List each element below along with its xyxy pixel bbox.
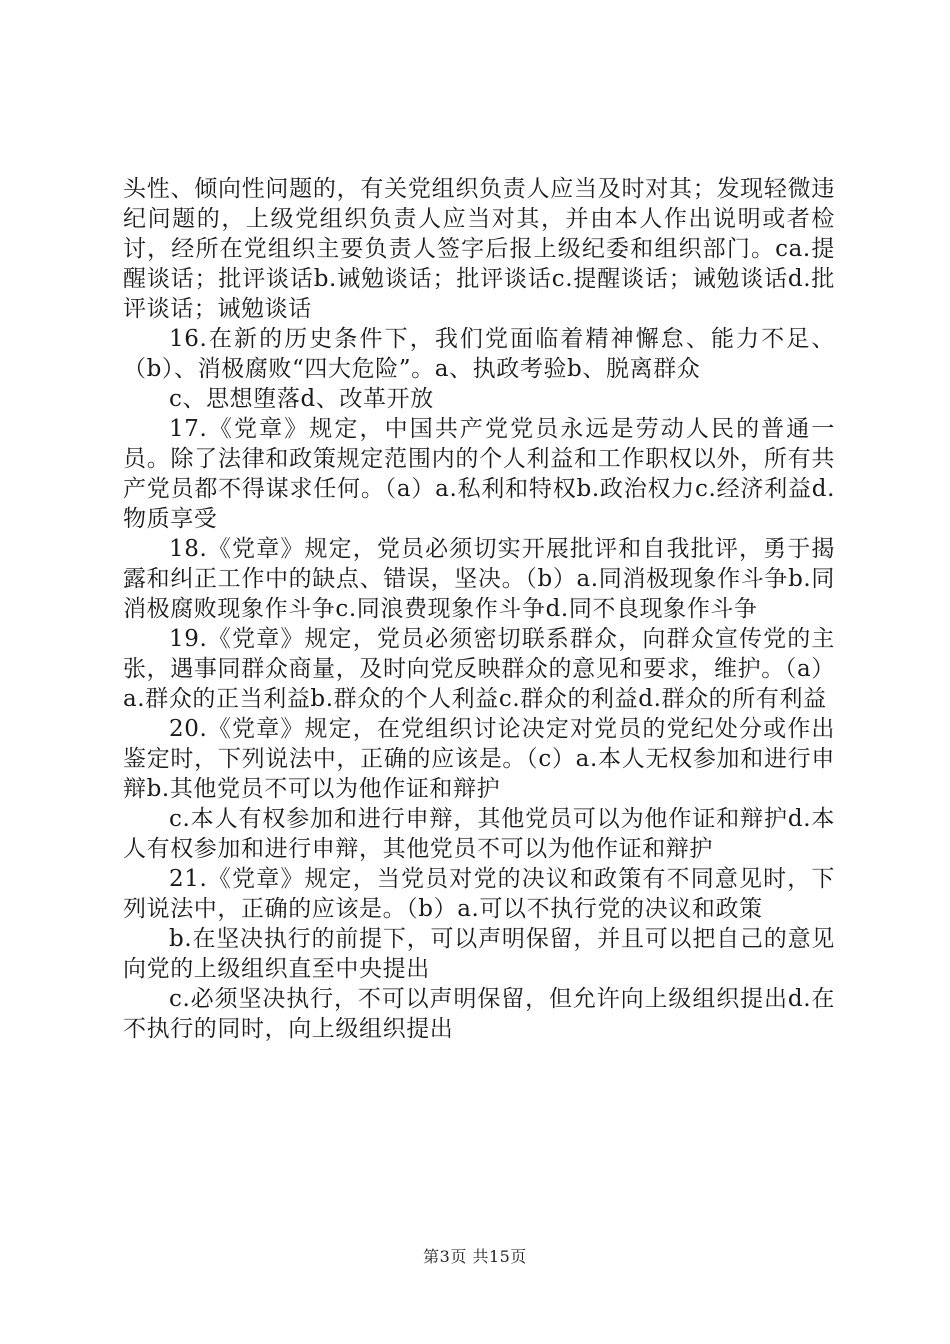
question-19: 19.《党章》规定，党员必须密切联系群众，向群众宣传党的主张，遇事同群众商量，及时向党反映群众的意见和要求，维护。（a）a.群众的正当利益b.群众的个人利益c.群众的利益d.群众的所有利益	[123, 626, 835, 712]
question-21-option-b: b.在坚决执行的前提下，可以声明保留，并且可以把自己的意见向党的上级组织直至中央提出	[123, 926, 835, 982]
question-20: 20.《党章》规定，在党组织讨论决定对党员的党纪处分或作出鉴定时，下列说法中，正确的应该是。（c）a.本人无权参加和进行申辩b.其他党员不可以为他作证和辩护	[123, 716, 835, 802]
question-18: 18.《党章》规定，党员必须切实开展批评和自我批评，勇于揭露和纠正工作中的缺点、错误，坚决。（b）a.同消极现象作斗争b.同消极腐败现象作斗争c.同浪费现象作斗争d.同不良现象作斗争	[123, 536, 835, 622]
question-16: 16.在新的历史条件下，我们党面临着精神懈怠、能力不足、（b）、消极腐败“四大危险”。a、执政考验b、脱离群众	[123, 326, 835, 382]
page-number-footer: 第3页 共15页	[423, 1247, 527, 1266]
question-20-options: c.本人有权参加和进行申辩，其他党员可以为他作证和辩护d.本人有权参加和进行申辩，其他党员不可以为他作证和辩护	[123, 806, 835, 862]
question-21-option-c: c.必须坚决执行，不可以声明保留，但允许向上级组织提出d.在不执行的同时，向上级组织提出	[123, 986, 835, 1042]
question-21: 21.《党章》规定，当党员对党的决议和政策有不同意见时，下列说法中，正确的应该是。（b）a.可以不执行党的决议和政策	[123, 866, 835, 922]
question-16-options: c、思想堕落d、改革开放	[169, 386, 434, 412]
question-17: 17.《党章》规定，中国共产党党员永远是劳动人民的普通一员。除了法律和政策规定范围内的个人利益和工作职权以外，所有共产党员都不得谋求任何。（a）a.私利和特权b.政治权力c.经济利益d.物质享受	[123, 416, 835, 532]
document-body	[123, 174, 835, 1044]
paragraph-continued: 头性、倾向性问题的，有关党组织负责人应当及时对其；发现轻微违纪问题的，上级党组织负责人应当对其，并由本人作出说明或者检讨，经所在党组织主要负责人签字后报上级纪委和组织部门。ca.提醒谈话；批评谈话b.诫勉谈话；批评谈话c.提醒谈话；诫勉谈话d.批评谈话；诫勉谈话	[123, 176, 835, 322]
